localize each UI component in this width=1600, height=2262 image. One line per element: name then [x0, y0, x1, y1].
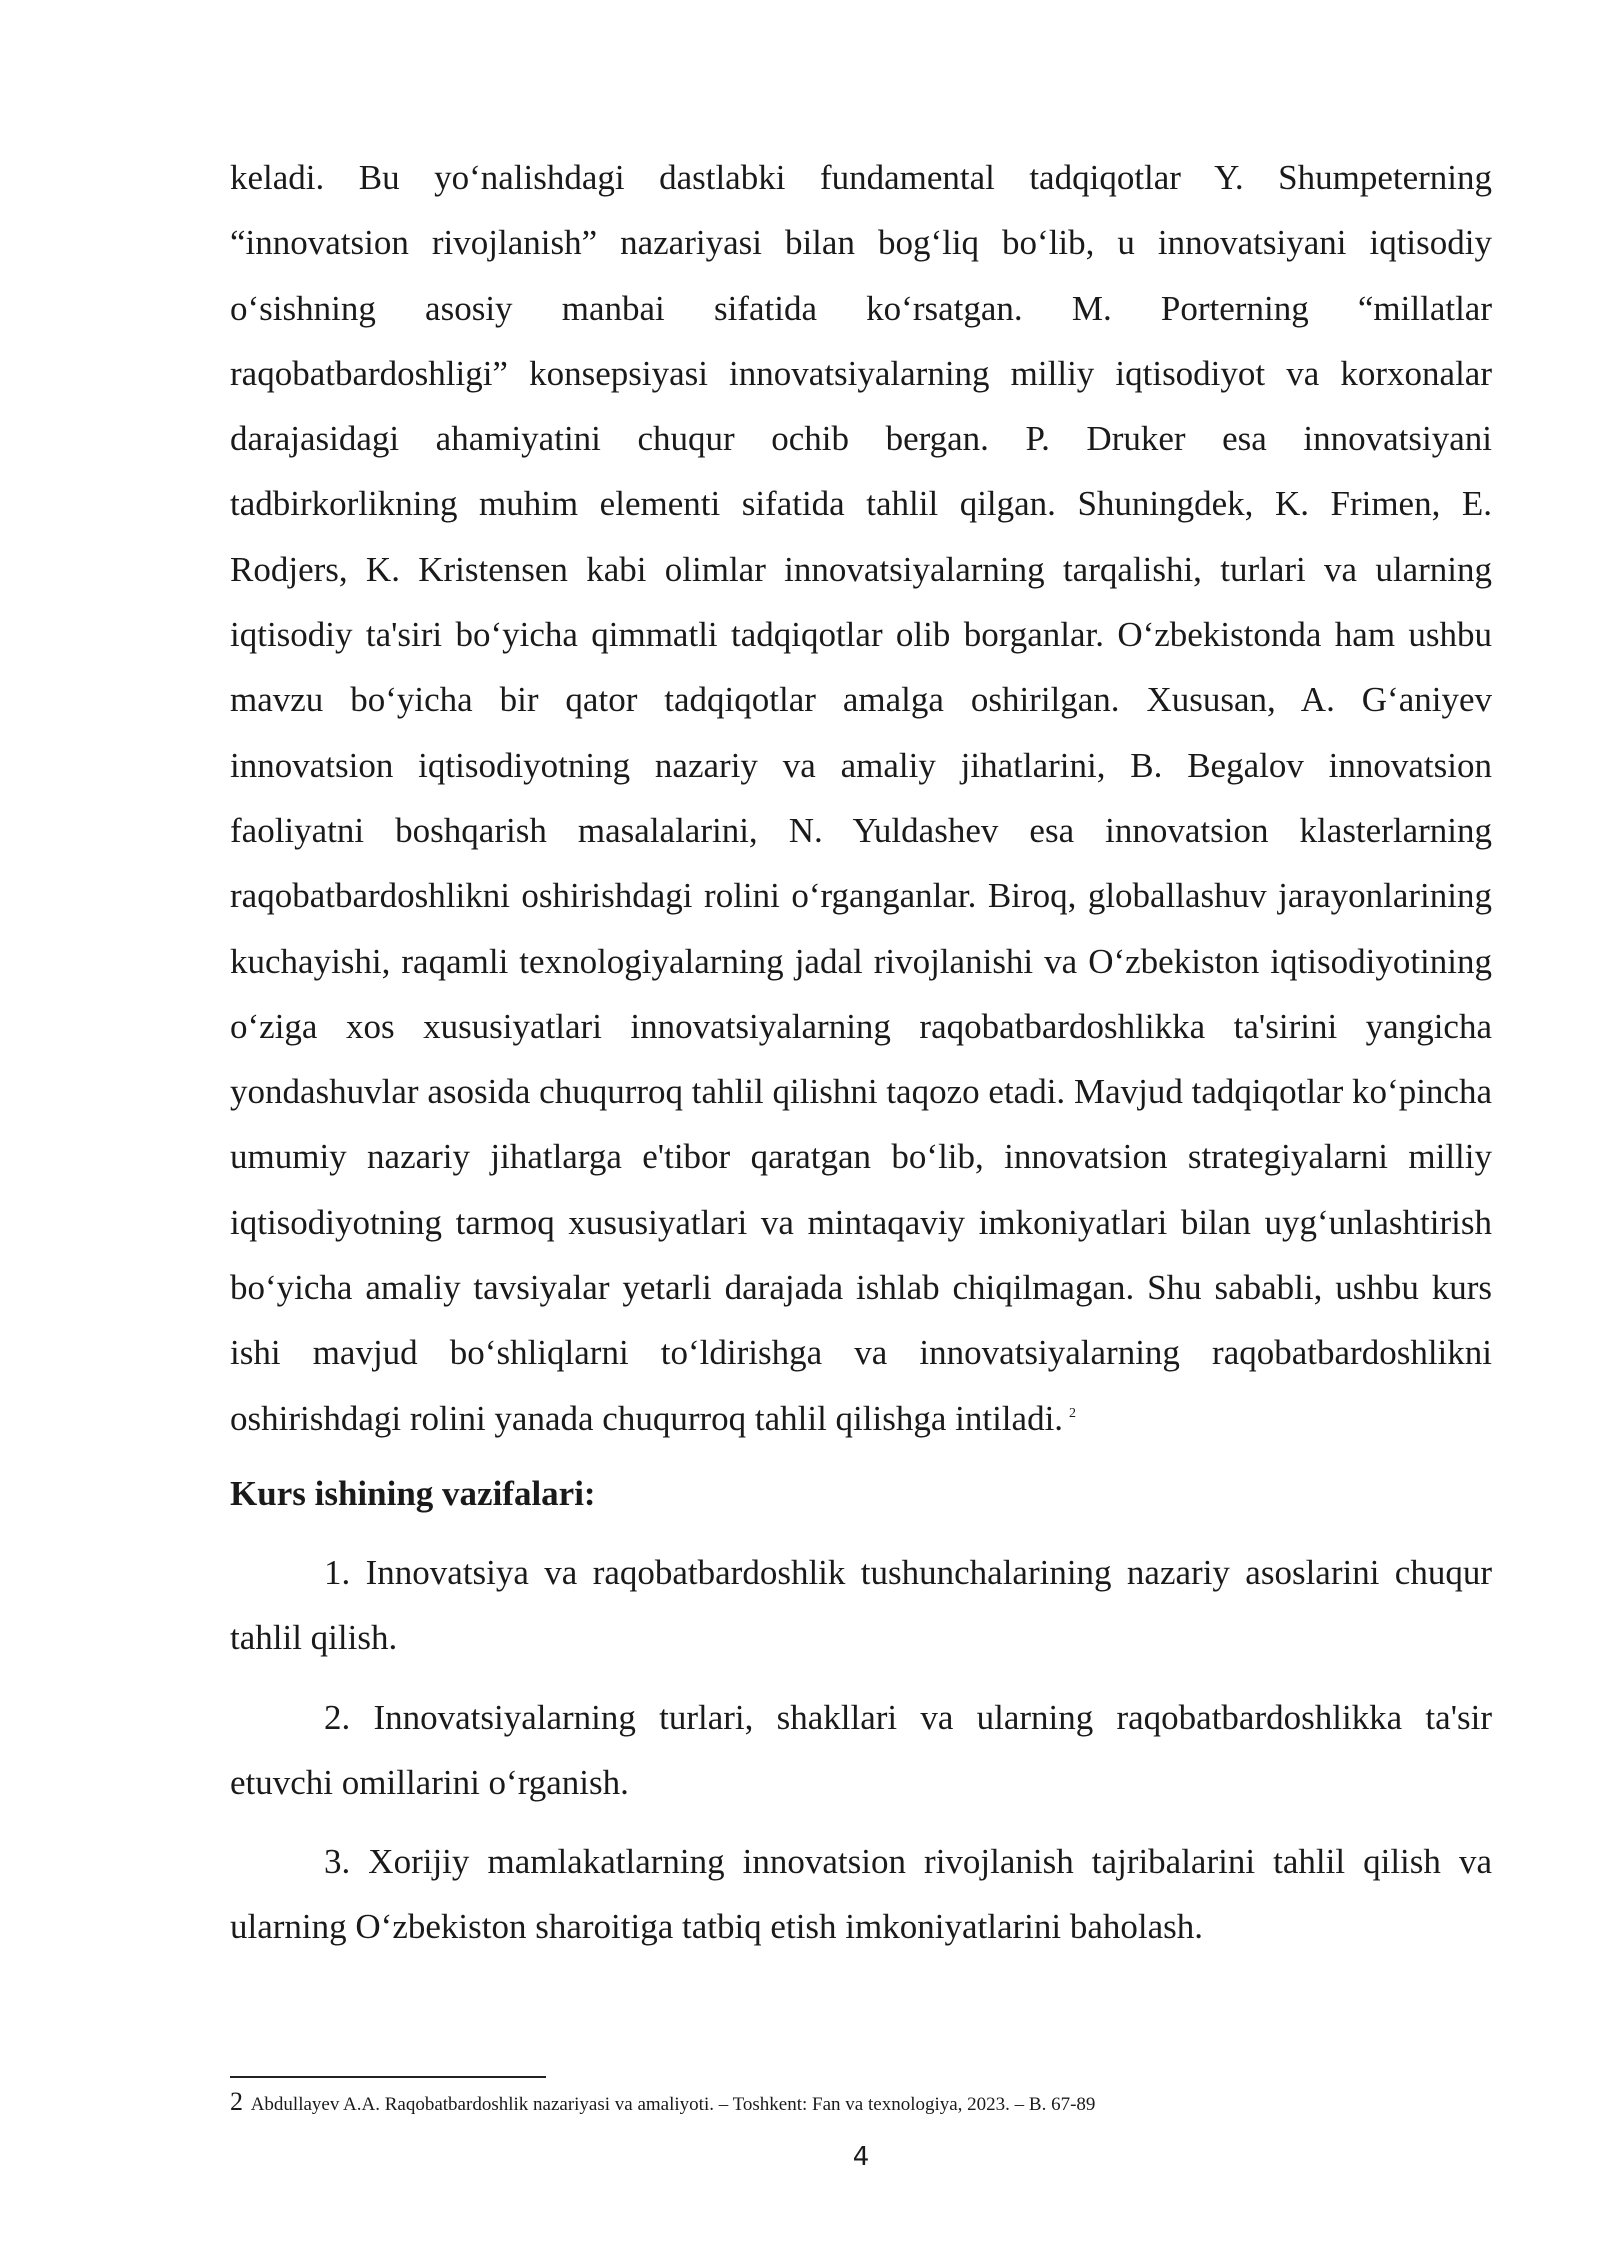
body-paragraph-text: keladi. Bu yo‘nalishdagi dastlabki fundamental tadqiqotlar Y. Shumpeterning “innovatsion rivojlanish” nazariyasi bilan bog‘liq bo‘lib, u innovatsiyani iqtisodiy o‘sishning asosiy manbai sifatida ko‘rsatgan. M. Porterning “millatlar raqobatbardoshligi” konsepsiyasi innovatsiyalarning milliy iqtisodiyot va korxonalar darajasidagi ahamiyatini chuqur ochib bergan. P. Druker esa innovatsiyani tadbirkorlikning muhim elementi sifatida tahlil qilgan. Shuningdek, K. Frimen, E. Rodjers, K. Kristensen kabi olimlar innovatsiyalarning tarqalishi, turlari va ularning iqtisodiy ta'siri bo‘yicha qimmatli tadqiqotlar olib borganlar. O‘zbekistonda ham ushbu mavzu bo‘yicha bir qator tadqiqotlar amalga oshirilgan. Xususan, A. G‘aniyev innovatsion iqtisodiyotning nazariy va amaliy jihatlarini, B. Begalov innovatsion faoliyatni boshqarish masalalarini, N. Yuldashev esa innovatsion klasterlarning raqobatbardoshlikni oshirishdagi rolini o‘rganganlar. Biroq, globallashuv jarayonlarining kuchayishi, raqamli texnologiyalarning jadal rivojlanishi va O‘zbekiston iqtisodiyotining o‘ziga xos xususiyatlari innovatsiyalarning raqobatbardoshlikka ta'sirini yangicha yondashuvlar asosida chuqurroq tahlil qilishni taqozo etadi. Mavjud tadqiqotlar ko‘pincha umumiy nazariy jihatlarga e'tibor qaratgan bo‘lib, innovatsion strategiyalarni milliy iqtisodiyotning tarmoq xususiyatlari va mintaqaviy imkoniyatlari bilan uyg‘unlashtirish bo‘yicha amaliy tavsiyalar yetarli darajada ishlab chiqilmagan. Shu sababli, ushbu kurs ishi mavjud bo‘shliqlarni to‘ldirishga va innovatsiyalarning raqobatbardoshlikni oshirishdagi rolini yanada chuqurroq tahlil qilishga intiladi.: [230, 158, 1492, 1438]
task-item-3: 3. Xorijiy mamlakatlarning innovatsion rivojlanish tajribalarini tahlil qilish va ularning O‘zbekiston sharoitiga tatbiq etish imkoniyatlarini baholash.: [230, 1842, 1492, 1947]
footnote-number: 2: [230, 2087, 243, 2116]
page-number: 4: [852, 2142, 870, 2172]
section-heading: Kurs ishining vazifalari:: [230, 1473, 596, 1513]
task-item-2: 2. Innovatsiyalarning turlari, shakllari va ularning raqobatbardoshlikka ta'sir etuvchi omillarini o‘rganish.: [230, 1697, 1492, 1802]
footnote: [230, 2088, 1492, 2119]
footnote-text: Abdullayev A.A. Raqobatbardoshlik nazariyasi va amaliyoti. – Toshkent: Fan va texnologiya, 2023. – B. 67-89: [250, 2094, 1096, 2115]
page-content: [230, 145, 1492, 1960]
footnote-separator: [230, 2076, 546, 2078]
body-paragraph: [230, 145, 1492, 1451]
footnote-reference[interactable]: 2: [1069, 1405, 1077, 1421]
task-item-1: 1. Innovatsiya va raqobatbardoshlik tushunchalarining nazariy asoslarini chuqur tahlil qilish.: [230, 1552, 1492, 1658]
